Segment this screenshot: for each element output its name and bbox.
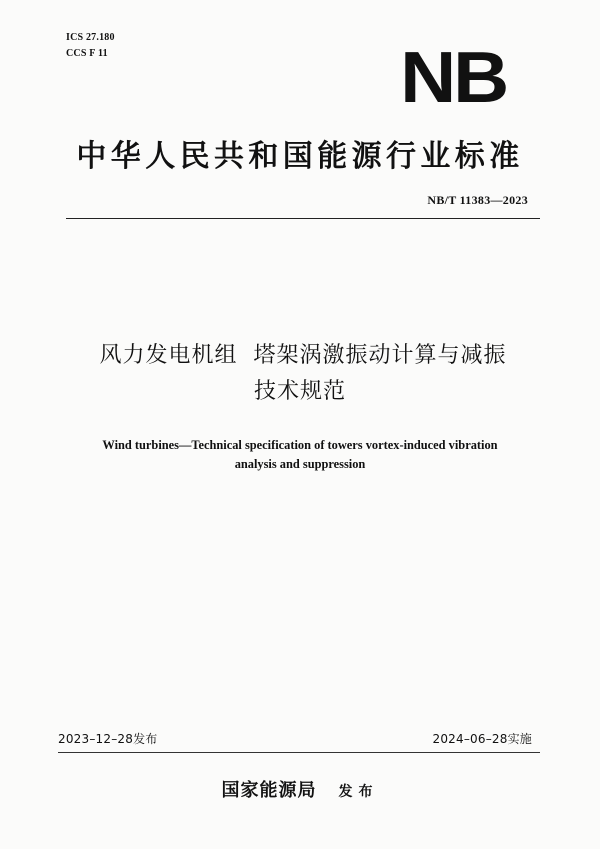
issue-date: 2023–12–28发布 — [58, 732, 158, 746]
issuer-name: 国家能源局 — [221, 780, 317, 801]
implementation-date: 2024–06–28实施 — [432, 732, 532, 746]
header-divider — [66, 218, 540, 219]
chinese-title-line-2: 技术规范 — [253, 379, 346, 404]
issuer-line — [0, 776, 600, 802]
chinese-title-line-1: 风力发电机组 塔架涡激振动计算与减振 — [99, 343, 507, 368]
english-title-line-2: analysis and suppression — [234, 457, 366, 471]
standard-number: NB/T 11383—2023 — [427, 193, 528, 207]
standard-class-heading: 中华人民共和国能源行业标准 — [76, 139, 524, 174]
nb-logo: NB — [400, 38, 506, 118]
english-title — [0, 436, 600, 474]
issuer-action: 发布 — [338, 784, 379, 800]
chinese-title — [0, 338, 600, 410]
english-title-line-1: Wind turbines—Technical specification of towers vortex-induced vibration — [102, 438, 498, 452]
ccs-code: CCS F 11 — [66, 48, 108, 59]
ics-code: ICS 27.180 — [66, 32, 115, 43]
footer-divider — [58, 752, 540, 753]
